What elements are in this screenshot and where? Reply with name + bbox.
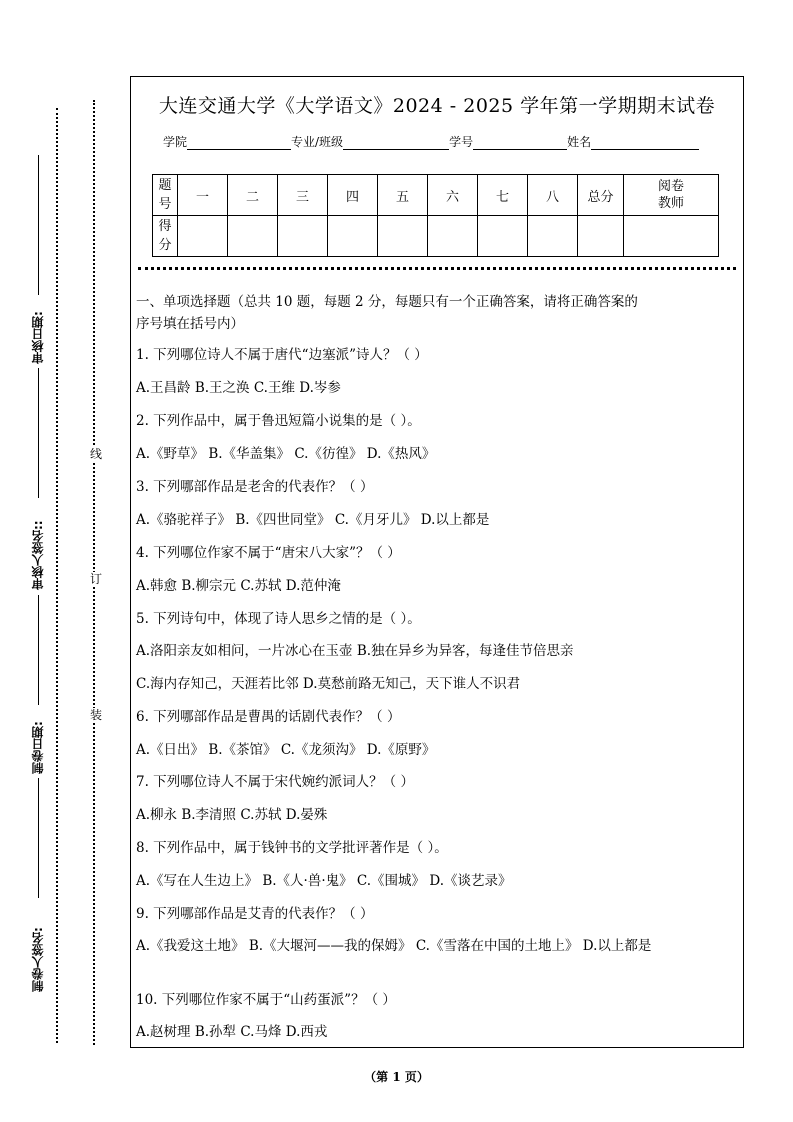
score-cell-total[interactable] <box>578 216 624 257</box>
question-6: 6. 下列哪部作品是曹禺的话剧代表作？（ ） <box>136 709 401 725</box>
major-label: 专业/班级 <box>291 135 344 149</box>
college-label: 学院 <box>163 135 188 149</box>
col-header-1: 一 <box>178 175 228 216</box>
score-cell[interactable] <box>278 216 328 257</box>
options-4: A.韩愈 B.柳宗元 C.苏轼 D.范仲淹 <box>136 578 341 594</box>
score-table <box>152 174 719 257</box>
question-1: 1. 下列哪位诗人不属于唐代“边塞派”诗人？（ ） <box>136 347 428 363</box>
name-label: 姓名 <box>567 135 592 149</box>
options-10: A.赵树理 B.孙犁 C.马烽 D.西戎 <box>136 1024 328 1040</box>
score-cell[interactable] <box>528 216 578 257</box>
seal-line-char: 线 <box>89 447 102 461</box>
score-table-score-row <box>153 216 719 257</box>
score-cell[interactable] <box>428 216 478 257</box>
major-field[interactable] <box>343 135 449 150</box>
question-4: 4. 下列哪位作家不属于“唐宋八大家”？（ ） <box>136 545 401 561</box>
page-number: （第 1 页） <box>364 1070 429 1084</box>
col-header-4: 四 <box>328 175 378 216</box>
row-label-score: 得 分 <box>153 216 178 257</box>
question-7: 7. 下列哪位诗人不属于宋代婉约派词人？（ ） <box>136 774 414 790</box>
score-table-header-row <box>153 175 719 216</box>
score-cell[interactable] <box>228 216 278 257</box>
score-cell[interactable] <box>328 216 378 257</box>
score-cell[interactable] <box>478 216 528 257</box>
dotted-separator <box>138 267 736 270</box>
options-3: A.《骆驼祥子》 B.《四世同堂》 C.《月牙儿》 D.以上都是 <box>136 512 490 528</box>
student-info-row <box>163 133 699 150</box>
student-id-field[interactable] <box>473 135 567 150</box>
col-header-5: 五 <box>378 175 428 216</box>
row-label-question: 题 号 <box>153 175 178 216</box>
maker-sign-label: 制卷人签名: <box>31 927 45 992</box>
question-10: 10. 下列哪位作家不属于“山药蛋派”？（ ） <box>136 992 396 1008</box>
question-9: 9. 下列哪部作品是艾青的代表作？（ ） <box>136 906 374 922</box>
seal-fold-char: 装 <box>89 708 102 722</box>
score-cell[interactable] <box>178 216 228 257</box>
question-8: 8. 下列作品中，属于钱钟书的文学批评著作是（ ）。 <box>136 840 448 856</box>
options-8: A.《写在人生边上》 B.《人·兽·鬼》 C.《围城》 D.《谈艺录》 <box>136 873 512 889</box>
options-5-cont: C.海内存知己，天涯若比邻 D.莫愁前路无知己，天下谁人不识君 <box>136 676 521 692</box>
col-header-7: 七 <box>478 175 528 216</box>
question-2: 2. 下列作品中，属于鲁迅短篇小说集的是（ ）。 <box>136 413 421 429</box>
options-1: A.王昌龄 B.王之涣 C.王维 D.岑参 <box>136 380 341 396</box>
col-header-total: 总分 <box>578 175 624 216</box>
options-5: A.洛阳亲友如相问，一片冰心在玉壶 B.独在异乡为异客，每逢佳节倍思亲 <box>136 643 574 659</box>
student-id-label: 学号 <box>449 135 474 149</box>
make-date-line <box>38 595 39 705</box>
review-date-label: 审核日期: <box>31 311 45 364</box>
section-heading-line2: 序号填在括号内） <box>136 316 244 332</box>
col-header-3: 三 <box>278 175 328 216</box>
section-heading-line1: 一、单项选择题（总共 10 题，每题 2 分，每题只有一个正确答案，请将正确答案的 <box>136 294 638 310</box>
col-header-6: 六 <box>428 175 478 216</box>
options-6: A.《日出》 B.《茶馆》 C.《龙须沟》 D.《原野》 <box>136 742 436 758</box>
score-cell[interactable] <box>378 216 428 257</box>
options-7: A.柳永 B.李清照 C.苏轼 D.晏殊 <box>136 807 328 823</box>
page-title: 大连交通大学《大学语文》2024 - 2025 学年第一学期期末试卷 <box>158 95 716 117</box>
exam-frame <box>130 76 744 1048</box>
name-field[interactable] <box>591 135 699 150</box>
reviewer-sign-line <box>38 368 39 498</box>
make-date-label: 制卷日期: <box>31 721 45 774</box>
col-header-8: 八 <box>528 175 578 216</box>
score-cell-teacher[interactable] <box>624 216 719 257</box>
options-9: A.《我爱这土地》 B.《大堰河——我的保姆》 C.《雪落在中国的土地上》 D.以上都是 <box>136 938 652 954</box>
reviewer-sign-label: 审核人签名:: <box>31 520 45 590</box>
seal-bind-char: 订 <box>89 572 102 586</box>
question-3: 3. 下列哪部作品是老舍的代表作？（ ） <box>136 479 374 495</box>
options-2: A.《野草》 B.《华盖集》 C.《彷徨》 D.《热风》 <box>136 446 436 462</box>
college-field[interactable] <box>187 135 291 150</box>
col-header-2: 二 <box>228 175 278 216</box>
review-date-line <box>38 155 39 295</box>
dotted-line-left <box>56 108 58 1043</box>
col-header-teacher: 阅卷 教师 <box>624 175 719 216</box>
question-5: 5. 下列诗句中，体现了诗人思乡之情的是（ ）。 <box>136 611 421 627</box>
maker-sign-line <box>38 778 39 898</box>
